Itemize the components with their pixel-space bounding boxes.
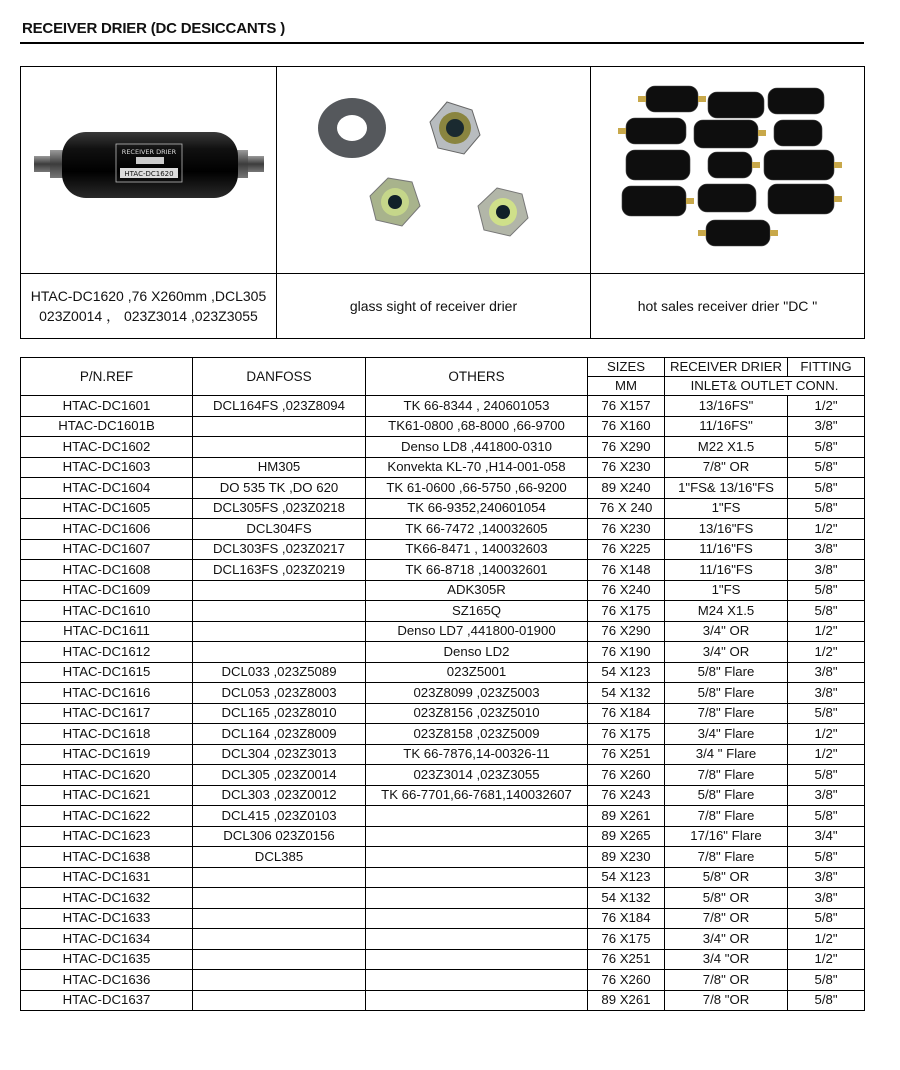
fitting-cell: 1/2" xyxy=(788,724,865,745)
table-row xyxy=(21,990,865,1011)
others-cell: 023Z8156 ,023Z5010 xyxy=(366,703,588,724)
danfoss-cell: DCL164 ,023Z8009 xyxy=(193,724,366,745)
receiver-cell: 3/4" Flare xyxy=(665,724,788,745)
others-cell: TK 66-8718 ,140032601 xyxy=(366,560,588,581)
table-row xyxy=(21,806,865,827)
receiver-cell: 5/8" Flare xyxy=(665,662,788,683)
title-underline xyxy=(20,42,864,44)
pn-ref-cell: HTAC-DC1621 xyxy=(21,785,193,806)
caption-hot-sales: hot sales receiver drier "DC " xyxy=(591,274,865,339)
pn-ref-cell: HTAC-DC1637 xyxy=(21,990,193,1011)
size-cell: 76 X230 xyxy=(588,457,665,478)
table-row xyxy=(21,908,865,929)
danfoss-cell xyxy=(193,416,366,437)
size-cell: 76 X260 xyxy=(588,765,665,786)
receiver-cell: 7/8 "OR xyxy=(665,990,788,1011)
fitting-cell: 5/8" xyxy=(788,580,865,601)
receiver-cell: 3/4" OR xyxy=(665,929,788,950)
others-cell xyxy=(366,949,588,970)
fitting-cell: 5/8" xyxy=(788,457,865,478)
receiver-cell: 7/8" Flare xyxy=(665,765,788,786)
size-cell: 76 X290 xyxy=(588,437,665,458)
hot-sales-image xyxy=(598,70,858,270)
pn-ref-cell: HTAC-DC1634 xyxy=(21,929,193,950)
others-cell: TK 66-9352,240601054 xyxy=(366,498,588,519)
size-cell: 54 X123 xyxy=(588,867,665,888)
others-cell: Denso LD2 xyxy=(366,642,588,663)
fitting-cell: 1/2" xyxy=(788,744,865,765)
receiver-cell: 7/8" OR xyxy=(665,908,788,929)
table-row xyxy=(21,642,865,663)
size-cell: 76 X251 xyxy=(588,744,665,765)
table-row xyxy=(21,867,865,888)
pn-ref-cell: HTAC-DC1635 xyxy=(21,949,193,970)
receiver-cell: 1"FS xyxy=(665,580,788,601)
receiver-cell: 3/4" OR xyxy=(665,642,788,663)
fitting-cell: 5/8" xyxy=(788,970,865,991)
receiver-drier-photo xyxy=(21,67,277,274)
others-cell: TK 66-7472 ,140032605 xyxy=(366,519,588,540)
size-cell: 76 X175 xyxy=(588,601,665,622)
table-row xyxy=(21,396,865,417)
danfoss-cell: DCL415 ,023Z0103 xyxy=(193,806,366,827)
others-cell: 023Z8158 ,023Z5009 xyxy=(366,724,588,745)
fitting-cell: 5/8" xyxy=(788,498,865,519)
table-row xyxy=(21,744,865,765)
fitting-cell: 5/8" xyxy=(788,437,865,458)
fitting-cell: 5/8" xyxy=(788,847,865,868)
table-row xyxy=(21,785,865,806)
size-cell: 76 X184 xyxy=(588,703,665,724)
danfoss-cell xyxy=(193,437,366,458)
danfoss-cell xyxy=(193,970,366,991)
danfoss-cell xyxy=(193,642,366,663)
table-row xyxy=(21,621,865,642)
table-row xyxy=(21,580,865,601)
size-cell: 54 X132 xyxy=(588,683,665,704)
sight-glass-image xyxy=(284,70,584,270)
receiver-cell: 7/8" Flare xyxy=(665,847,788,868)
pn-ref-cell: HTAC-DC1622 xyxy=(21,806,193,827)
fitting-cell: 5/8" xyxy=(788,601,865,622)
table-row xyxy=(21,519,865,540)
danfoss-cell xyxy=(193,929,366,950)
size-cell: 54 X132 xyxy=(588,888,665,909)
others-cell xyxy=(366,970,588,991)
pn-ref-cell: HTAC-DC1608 xyxy=(21,560,193,581)
danfoss-cell xyxy=(193,990,366,1011)
caption-sight-glass: glass sight of receiver drier xyxy=(277,274,591,339)
pn-ref-cell: HTAC-DC1605 xyxy=(21,498,193,519)
fitting-cell: 3/8" xyxy=(788,867,865,888)
pn-ref-cell: HTAC-DC1617 xyxy=(21,703,193,724)
receiver-cell: 17/16" Flare xyxy=(665,826,788,847)
others-cell: Denso LD8 ,441800-0310 xyxy=(366,437,588,458)
fitting-cell: 5/8" xyxy=(788,765,865,786)
size-cell: 76 X190 xyxy=(588,642,665,663)
receiver-cell: 11/16FS" xyxy=(665,416,788,437)
size-cell: 89 X240 xyxy=(588,478,665,499)
fitting-cell: 5/8" xyxy=(788,908,865,929)
pn-ref-cell: HTAC-DC1638 xyxy=(21,847,193,868)
others-cell xyxy=(366,888,588,909)
pn-ref-cell: HTAC-DC1601 xyxy=(21,396,193,417)
receiver-cell: 11/16"FS xyxy=(665,560,788,581)
others-cell xyxy=(366,908,588,929)
size-cell: 89 X230 xyxy=(588,847,665,868)
danfoss-cell: DCL304FS xyxy=(193,519,366,540)
caption-line: HTAC-DC1620 ,76 X260mm ,DCL305 xyxy=(30,288,267,304)
receiver-cell: 5/8" OR xyxy=(665,867,788,888)
spec-table xyxy=(20,357,865,1011)
size-cell: 76 X260 xyxy=(588,970,665,991)
pn-ref-cell: HTAC-DC1601B xyxy=(21,416,193,437)
table-row xyxy=(21,539,865,560)
receiver-cell: 3/4 " Flare xyxy=(665,744,788,765)
danfoss-cell: DCL385 xyxy=(193,847,366,868)
table-row xyxy=(21,970,865,991)
others-cell: TK 61-0600 ,66-5750 ,66-9200 xyxy=(366,478,588,499)
others-cell xyxy=(366,826,588,847)
danfoss-cell xyxy=(193,888,366,909)
receiver-cell: 5/8" Flare xyxy=(665,785,788,806)
receiver-cell: 7/8" Flare xyxy=(665,703,788,724)
table-row xyxy=(21,437,865,458)
product-image-grid xyxy=(20,66,865,339)
others-cell: TK 66-7876,14-00326-11 xyxy=(366,744,588,765)
fitting-cell: 3/8" xyxy=(788,416,865,437)
others-cell: TK 66-8344 , 240601053 xyxy=(366,396,588,417)
pn-ref-cell: HTAC-DC1620 xyxy=(21,765,193,786)
label-line2: HTAC-DC1620 xyxy=(123,170,174,178)
others-cell xyxy=(366,806,588,827)
fitting-cell: 1/2" xyxy=(788,949,865,970)
danfoss-cell xyxy=(193,601,366,622)
size-cell: 76 X160 xyxy=(588,416,665,437)
fitting-cell: 3/8" xyxy=(788,683,865,704)
others-cell: 023Z8099 ,023Z5003 xyxy=(366,683,588,704)
table-row xyxy=(21,662,865,683)
receiver-cell: 13/16FS" xyxy=(665,396,788,417)
receiver-cell: 5/8" Flare xyxy=(665,683,788,704)
receiver-cell: M22 X1.5 xyxy=(665,437,788,458)
header-mm: MM xyxy=(588,377,665,396)
others-cell: TK 66-7701,66-7681,140032607 xyxy=(366,785,588,806)
pn-ref-cell: HTAC-DC1612 xyxy=(21,642,193,663)
receiver-cell: 1"FS xyxy=(665,498,788,519)
pn-ref-cell: HTAC-DC1609 xyxy=(21,580,193,601)
receiver-cell: 7/8" Flare xyxy=(665,806,788,827)
size-cell: 76 X 240 xyxy=(588,498,665,519)
fitting-cell: 3/8" xyxy=(788,662,865,683)
size-cell: 76 X251 xyxy=(588,949,665,970)
receiver-cell: 7/8" OR xyxy=(665,970,788,991)
table-row xyxy=(21,416,865,437)
size-cell: 76 X243 xyxy=(588,785,665,806)
size-cell: 89 X265 xyxy=(588,826,665,847)
danfoss-cell xyxy=(193,580,366,601)
pn-ref-cell: HTAC-DC1619 xyxy=(21,744,193,765)
danfoss-cell xyxy=(193,867,366,888)
header-pn-ref: P/N.REF xyxy=(21,358,193,396)
table-row xyxy=(21,498,865,519)
others-cell: TK66-8471 , 140032603 xyxy=(366,539,588,560)
header-fitting: FITTING xyxy=(788,358,865,377)
table-row xyxy=(21,724,865,745)
size-cell: 76 X240 xyxy=(588,580,665,601)
pn-ref-cell: HTAC-DC1618 xyxy=(21,724,193,745)
size-cell: 54 X123 xyxy=(588,662,665,683)
pn-ref-cell: HTAC-DC1631 xyxy=(21,867,193,888)
size-cell: 76 X230 xyxy=(588,519,665,540)
size-cell: 76 X148 xyxy=(588,560,665,581)
danfoss-cell: DCL304 ,023Z3013 xyxy=(193,744,366,765)
fitting-cell: 3/8" xyxy=(788,888,865,909)
danfoss-cell: DCL306 023Z0156 xyxy=(193,826,366,847)
others-cell xyxy=(366,929,588,950)
hot-sales-photo xyxy=(591,67,865,274)
pn-ref-cell: HTAC-DC1611 xyxy=(21,621,193,642)
header-others: OTHERS xyxy=(366,358,588,396)
header-receiver-drier: RECEIVER DRIER xyxy=(665,358,788,377)
fitting-cell: 5/8" xyxy=(788,990,865,1011)
others-cell: ADK305R xyxy=(366,580,588,601)
pn-ref-cell: HTAC-DC1606 xyxy=(21,519,193,540)
size-cell: 89 X261 xyxy=(588,806,665,827)
pn-ref-cell: HTAC-DC1623 xyxy=(21,826,193,847)
danfoss-cell: DCL053 ,023Z8003 xyxy=(193,683,366,704)
others-cell: TK61-0800 ,68-8000 ,66-9700 xyxy=(366,416,588,437)
danfoss-cell: DO 535 TK ,DO 620 xyxy=(193,478,366,499)
others-cell: 023Z5001 xyxy=(366,662,588,683)
others-cell xyxy=(366,990,588,1011)
fitting-cell: 3/8" xyxy=(788,785,865,806)
table-row xyxy=(21,847,865,868)
receiver-cell: 5/8" OR xyxy=(665,888,788,909)
danfoss-cell: DCL164FS ,023Z8094 xyxy=(193,396,366,417)
fitting-cell: 1/2" xyxy=(788,642,865,663)
danfoss-cell: DCL305FS ,023Z0218 xyxy=(193,498,366,519)
table-row xyxy=(21,478,865,499)
table-row xyxy=(21,949,865,970)
pn-ref-cell: HTAC-DC1607 xyxy=(21,539,193,560)
fitting-cell: 5/8" xyxy=(788,806,865,827)
fitting-cell: 5/8" xyxy=(788,478,865,499)
danfoss-cell xyxy=(193,949,366,970)
table-row xyxy=(21,457,865,478)
pn-ref-cell: HTAC-DC1602 xyxy=(21,437,193,458)
spec-table-body xyxy=(21,396,865,1011)
table-row xyxy=(21,560,865,581)
fitting-cell: 3/8" xyxy=(788,539,865,560)
pn-ref-cell: HTAC-DC1636 xyxy=(21,970,193,991)
fitting-cell: 1/2" xyxy=(788,519,865,540)
table-row xyxy=(21,683,865,704)
receiver-drier-image xyxy=(24,70,274,270)
pn-ref-cell: HTAC-DC1604 xyxy=(21,478,193,499)
table-row xyxy=(21,703,865,724)
receiver-cell: 3/4" OR xyxy=(665,621,788,642)
others-cell xyxy=(366,847,588,868)
receiver-cell: 3/4 "OR xyxy=(665,949,788,970)
table-row xyxy=(21,888,865,909)
size-cell: 76 X184 xyxy=(588,908,665,929)
table-row xyxy=(21,826,865,847)
size-cell: 76 X175 xyxy=(588,929,665,950)
fitting-cell: 3/8" xyxy=(788,560,865,581)
header-inlet-outlet: INLET& OUTLET CONN. xyxy=(665,377,865,396)
pn-ref-cell: HTAC-DC1615 xyxy=(21,662,193,683)
receiver-cell: 11/16"FS xyxy=(665,539,788,560)
size-cell: 76 X157 xyxy=(588,396,665,417)
danfoss-cell: DCL305 ,023Z0014 xyxy=(193,765,366,786)
pn-ref-cell: HTAC-DC1632 xyxy=(21,888,193,909)
fitting-cell: 1/2" xyxy=(788,929,865,950)
receiver-cell: 13/16"FS xyxy=(665,519,788,540)
receiver-cell: 1"FS& 13/16"FS xyxy=(665,478,788,499)
danfoss-cell: HM305 xyxy=(193,457,366,478)
others-cell: Denso LD7 ,441800-01900 xyxy=(366,621,588,642)
others-cell: Konvekta KL-70 ,H14-001-058 xyxy=(366,457,588,478)
size-cell: 76 X225 xyxy=(588,539,665,560)
pn-ref-cell: HTAC-DC1603 xyxy=(21,457,193,478)
pn-ref-cell: HTAC-DC1633 xyxy=(21,908,193,929)
table-row xyxy=(21,765,865,786)
pn-ref-cell: HTAC-DC1610 xyxy=(21,601,193,622)
fitting-cell: 1/2" xyxy=(788,621,865,642)
danfoss-cell: DCL165 ,023Z8010 xyxy=(193,703,366,724)
header-sizes: SIZES xyxy=(588,358,665,377)
fitting-cell: 1/2" xyxy=(788,396,865,417)
danfoss-cell: DCL033 ,023Z5089 xyxy=(193,662,366,683)
page-title: RECEIVER DRIER (DC DESICCANTS ) xyxy=(22,20,285,37)
danfoss-cell: DCL303FS ,023Z0217 xyxy=(193,539,366,560)
pn-ref-cell: HTAC-DC1616 xyxy=(21,683,193,704)
header-danfoss: DANFOSS xyxy=(193,358,366,396)
sight-glass-photo xyxy=(277,67,591,274)
danfoss-cell: DCL163FS ,023Z0219 xyxy=(193,560,366,581)
others-cell: SZ165Q xyxy=(366,601,588,622)
danfoss-cell xyxy=(193,908,366,929)
caption-receiver-drier xyxy=(21,274,277,339)
size-cell: 76 X290 xyxy=(588,621,665,642)
fitting-cell: 5/8" xyxy=(788,703,865,724)
danfoss-cell: DCL303 ,023Z0012 xyxy=(193,785,366,806)
others-cell xyxy=(366,867,588,888)
danfoss-cell xyxy=(193,621,366,642)
table-row xyxy=(21,601,865,622)
others-cell: 023Z3014 ,023Z3055 xyxy=(366,765,588,786)
caption-line: 023Z0014 ， 023Z3014 ,023Z3055 xyxy=(39,308,258,324)
label-line1: RECEIVER DRIER xyxy=(121,148,176,156)
size-cell: 76 X175 xyxy=(588,724,665,745)
fitting-cell: 3/4" xyxy=(788,826,865,847)
size-cell: 89 X261 xyxy=(588,990,665,1011)
receiver-cell: M24 X1.5 xyxy=(665,601,788,622)
receiver-cell: 7/8" OR xyxy=(665,457,788,478)
table-row xyxy=(21,929,865,950)
